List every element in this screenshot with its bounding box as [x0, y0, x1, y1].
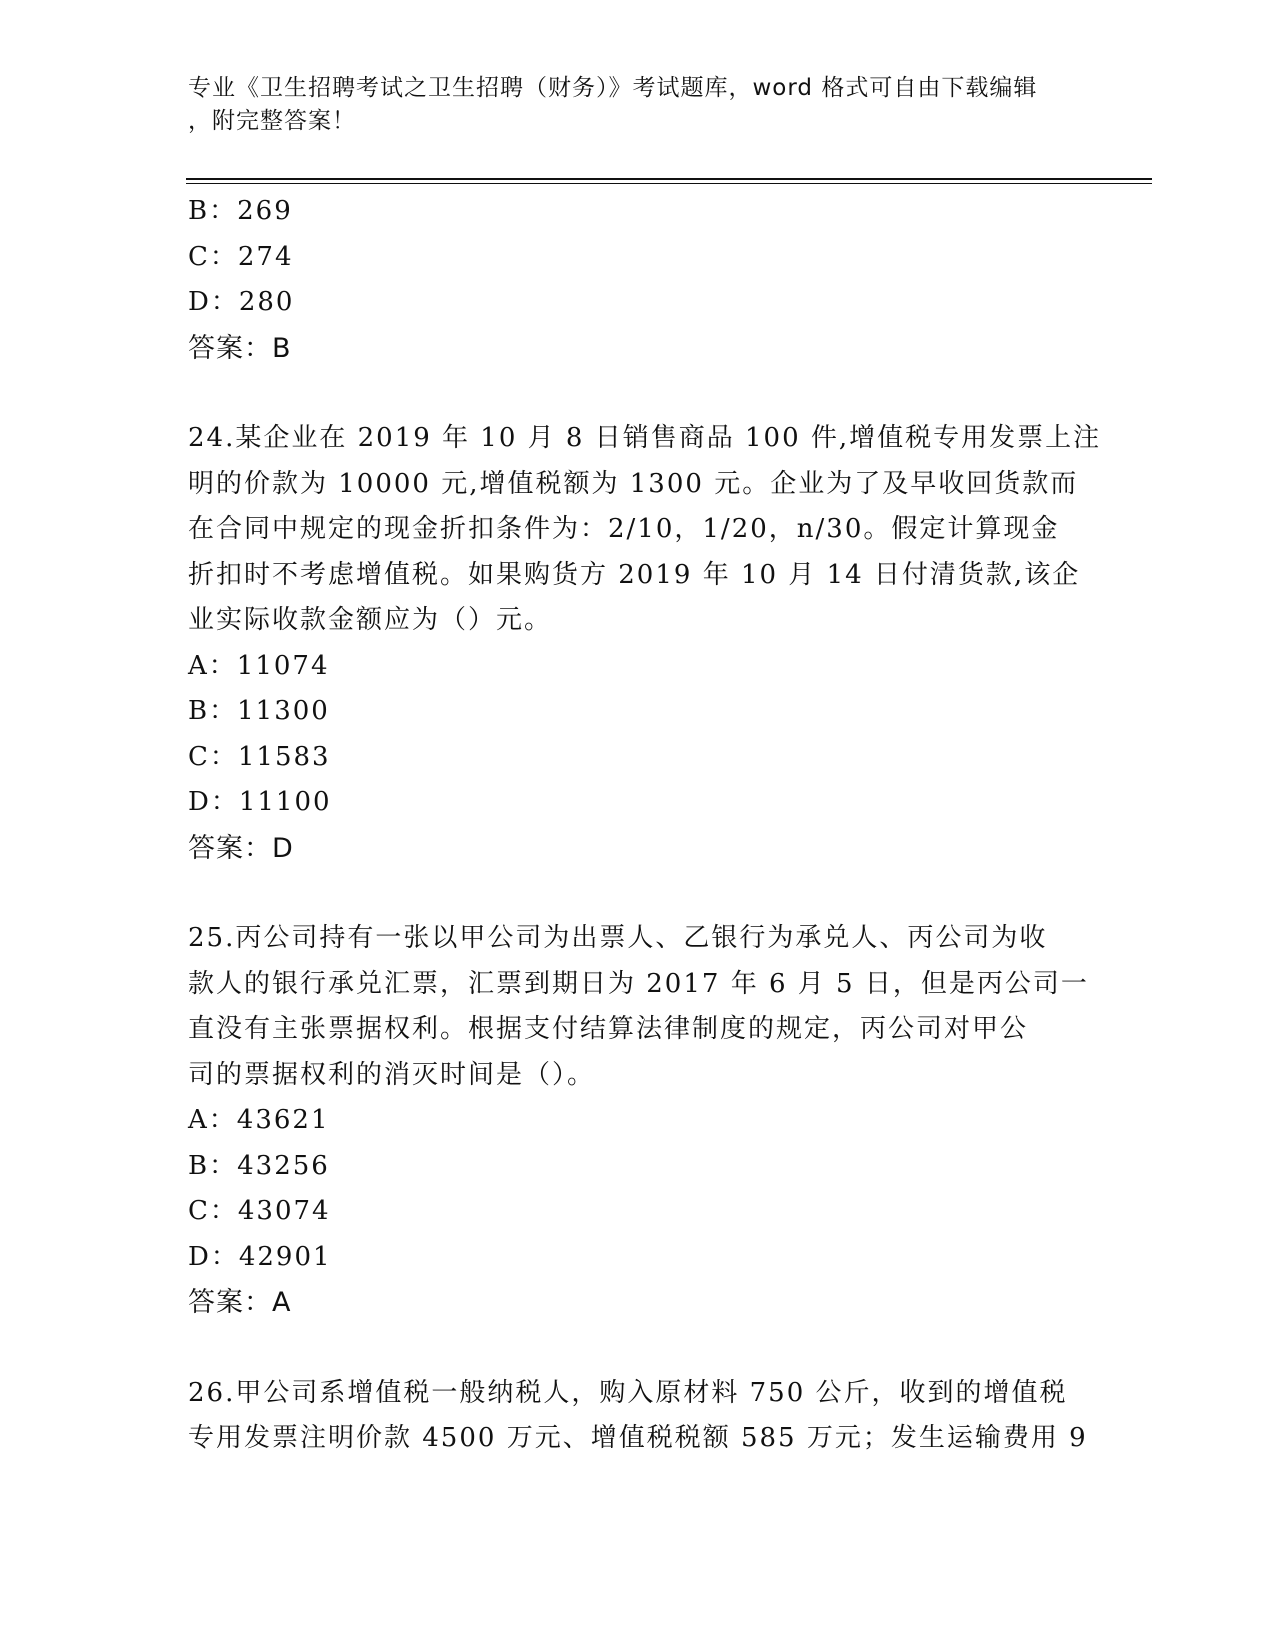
spacer	[188, 1326, 1088, 1371]
question-24	[188, 416, 1102, 871]
answer-line: 答案：A	[188, 1287, 292, 1318]
question-text-line: 24.某企业在 2019 年 10 月 8 日销售商品 100 件,增值税专用发票上注	[188, 423, 1102, 453]
option-d: D：280	[188, 287, 295, 317]
header-line-1: 专业《卫生招聘考试之卫生招聘（财务）》考试题库，word 格式可自由下载编辑	[188, 75, 1038, 101]
option-d: D：11100	[188, 787, 332, 817]
option-d: D：42901	[188, 1241, 332, 1272]
option-b: B：43256	[188, 1150, 330, 1181]
option-c: C：11583	[188, 741, 331, 772]
question-text-line: 在合同中规定的现金折扣条件为：2/10，1/20，n/30。假定计算现金	[188, 514, 1060, 544]
question-text-line: 25.丙公司持有一张以甲公司为出票人、乙银行为承兑人、丙公司为收	[188, 923, 1048, 953]
question-text-line: 明的价款为 10000 元,增值税额为 1300 元。企业为了及早收回货款而	[188, 468, 1079, 499]
question-text-line: 折扣时不考虑增值税。如果购货方 2019 年 10 月 14 日付清货款,该企	[188, 559, 1081, 590]
question-23	[188, 189, 1088, 371]
question-25	[188, 916, 1088, 1326]
question-content	[188, 189, 1102, 1462]
header-line-2: ，附完整答案！	[188, 108, 356, 134]
option-c: C：274	[188, 241, 294, 272]
document-header	[188, 72, 1068, 138]
answer-line: 答案：D	[188, 832, 294, 864]
question-26	[188, 1371, 1088, 1462]
option-b: B：11300	[188, 696, 330, 726]
option-c: C：43074	[188, 1196, 331, 1226]
header-divider-thin	[186, 183, 1152, 184]
question-text-line: 司的票据权利的消灭时间是（）。	[188, 1059, 596, 1090]
question-text-line: 专用发票注明价款 4500 万元、增值税税额 585 万元；发生运输费用 9	[188, 1423, 1088, 1453]
option-b: B：269	[188, 196, 293, 226]
option-a: A：43621	[188, 1105, 330, 1135]
question-text-line: 业实际收款金额应为（）元。	[188, 605, 553, 635]
question-text-line: 直没有主张票据权利。根据支付结算法律制度的规定，丙公司对甲公	[188, 1014, 1029, 1044]
spacer	[188, 371, 1088, 416]
header-divider-thick	[186, 178, 1152, 180]
option-a: A：11074	[188, 650, 330, 681]
question-text-line: 款人的银行承兑汇票，汇票到期日为 2017 年 6 月 5 日，但是丙公司一	[188, 968, 1089, 999]
spacer	[188, 871, 1088, 916]
answer-line: 答案：B	[188, 332, 292, 364]
question-text-line: 26.甲公司系增值税一般纳税人，购入原材料 750 公斤，收到的增值税	[188, 1377, 1068, 1408]
